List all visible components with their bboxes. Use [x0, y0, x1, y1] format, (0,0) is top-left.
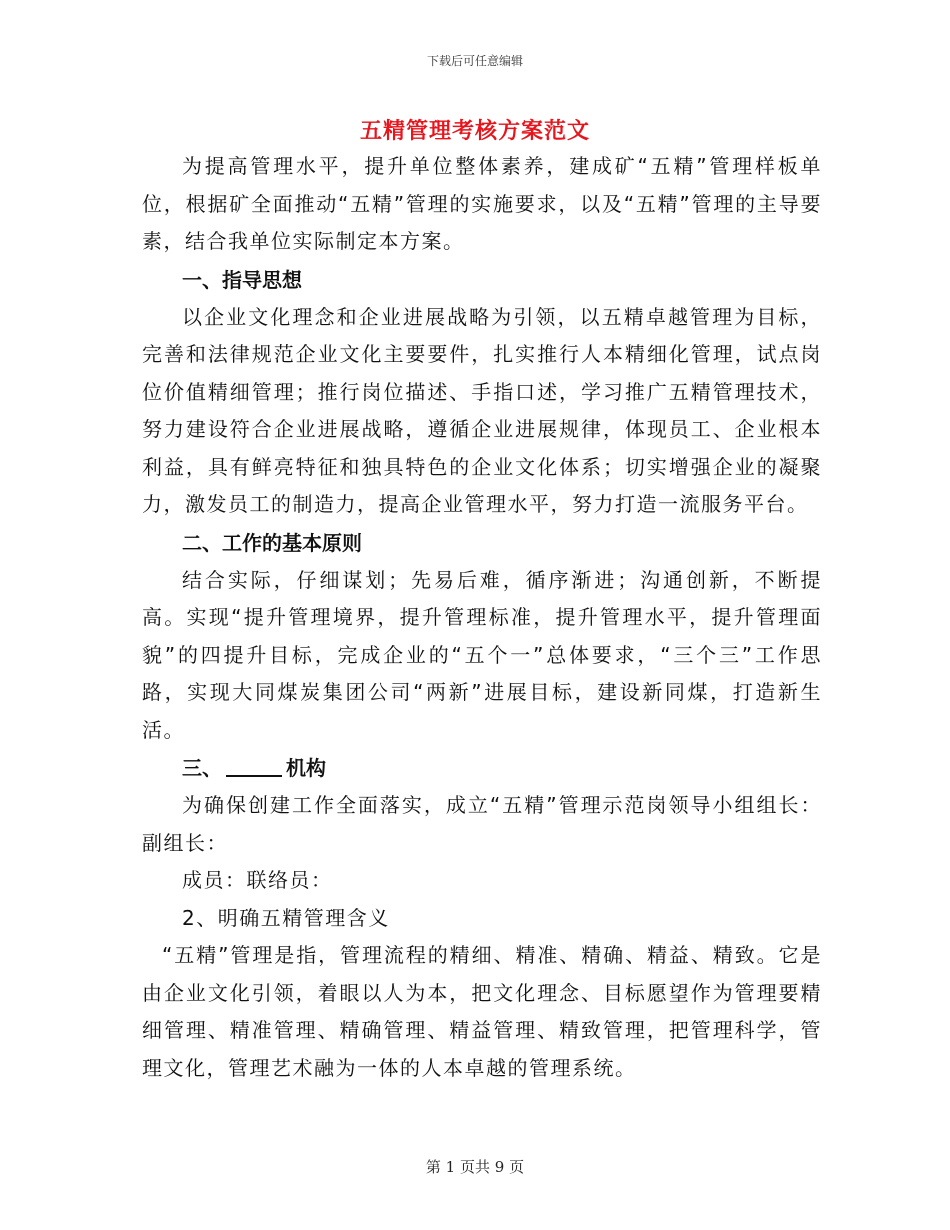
members-line: 成员：联络员： — [182, 868, 333, 892]
item-heading-five-precision-meaning: 2、明确五精管理含义 — [182, 905, 390, 930]
section-body-guiding-ideology: 以企业文化理念和企业进展战略为引领，以五精卓越管理为目标，完善和法律规范企业文化主要要件，扎实推行人本精细化管理，试点岗位价值精细管理；推行岗位描述、手指口述，学习推广五精管理技术，努力建设符合企业进展战略，遵循企业进展规律，体现员工、企业根本利益，具有鲜亮特征和独具特色的企业文化体系；切实增强企业的凝聚力，激发员工的制造力，提高企业管理水平，努力打造一流服务平台。 — [142, 304, 822, 516]
section-body-basic-principles: 结合实际，仔细谋划；先易后难，循序渐进；沟通创新，不断提高。实现“提升管理境界，提升管理标准，提升管理水平，提升管理面貌”的四提升目标，完成企业的“五个一”总体要求，“三个三”工作思路，实现大同煤炭集团公司“两新”进展目标，建设新同煤，打造新生活。 — [142, 567, 822, 742]
section-heading-suffix: 机构 — [286, 756, 326, 780]
intro-paragraph: 为提高管理水平，提升单位整体素养，建成矿“五精”管理样板单位，根据矿全面推动“五精”管理的实施要求，以及“五精”管理的主导要素，结合我单位实际制定本方案。 — [142, 154, 822, 253]
fill-in-blank — [226, 755, 282, 777]
section-heading-organization — [142, 749, 822, 787]
section-body-organization: 为确保创建工作全面落实，成立“五精”管理示范岗领导小组组长：副组长： — [142, 793, 822, 855]
page-header-note: 下载后可任意编辑 — [426, 54, 523, 68]
section-heading-prefix: 三、 — [182, 756, 222, 780]
document-title: 五精管理考核方案范文 — [359, 119, 590, 144]
page-footer-number: 第 1 页共 9 页 — [425, 1158, 525, 1176]
section-heading-guiding-ideology: 一、指导思想 — [182, 267, 302, 292]
item-body-five-precision-meaning: “五精”管理是指，管理流程的精细、精准、精确、精益、精致。它是由企业文化引领，着眼以人为本，把文化理念、目标愿望作为管理要精细管理、精准管理、精确管理、精益管理、精致管理，把管理科学，管理文化，管理艺术融为一体的人本卓越的管理系统。 — [142, 943, 822, 1080]
document-body — [142, 148, 822, 1087]
section-heading-basic-principles: 二、工作的基本原则 — [182, 530, 362, 555]
